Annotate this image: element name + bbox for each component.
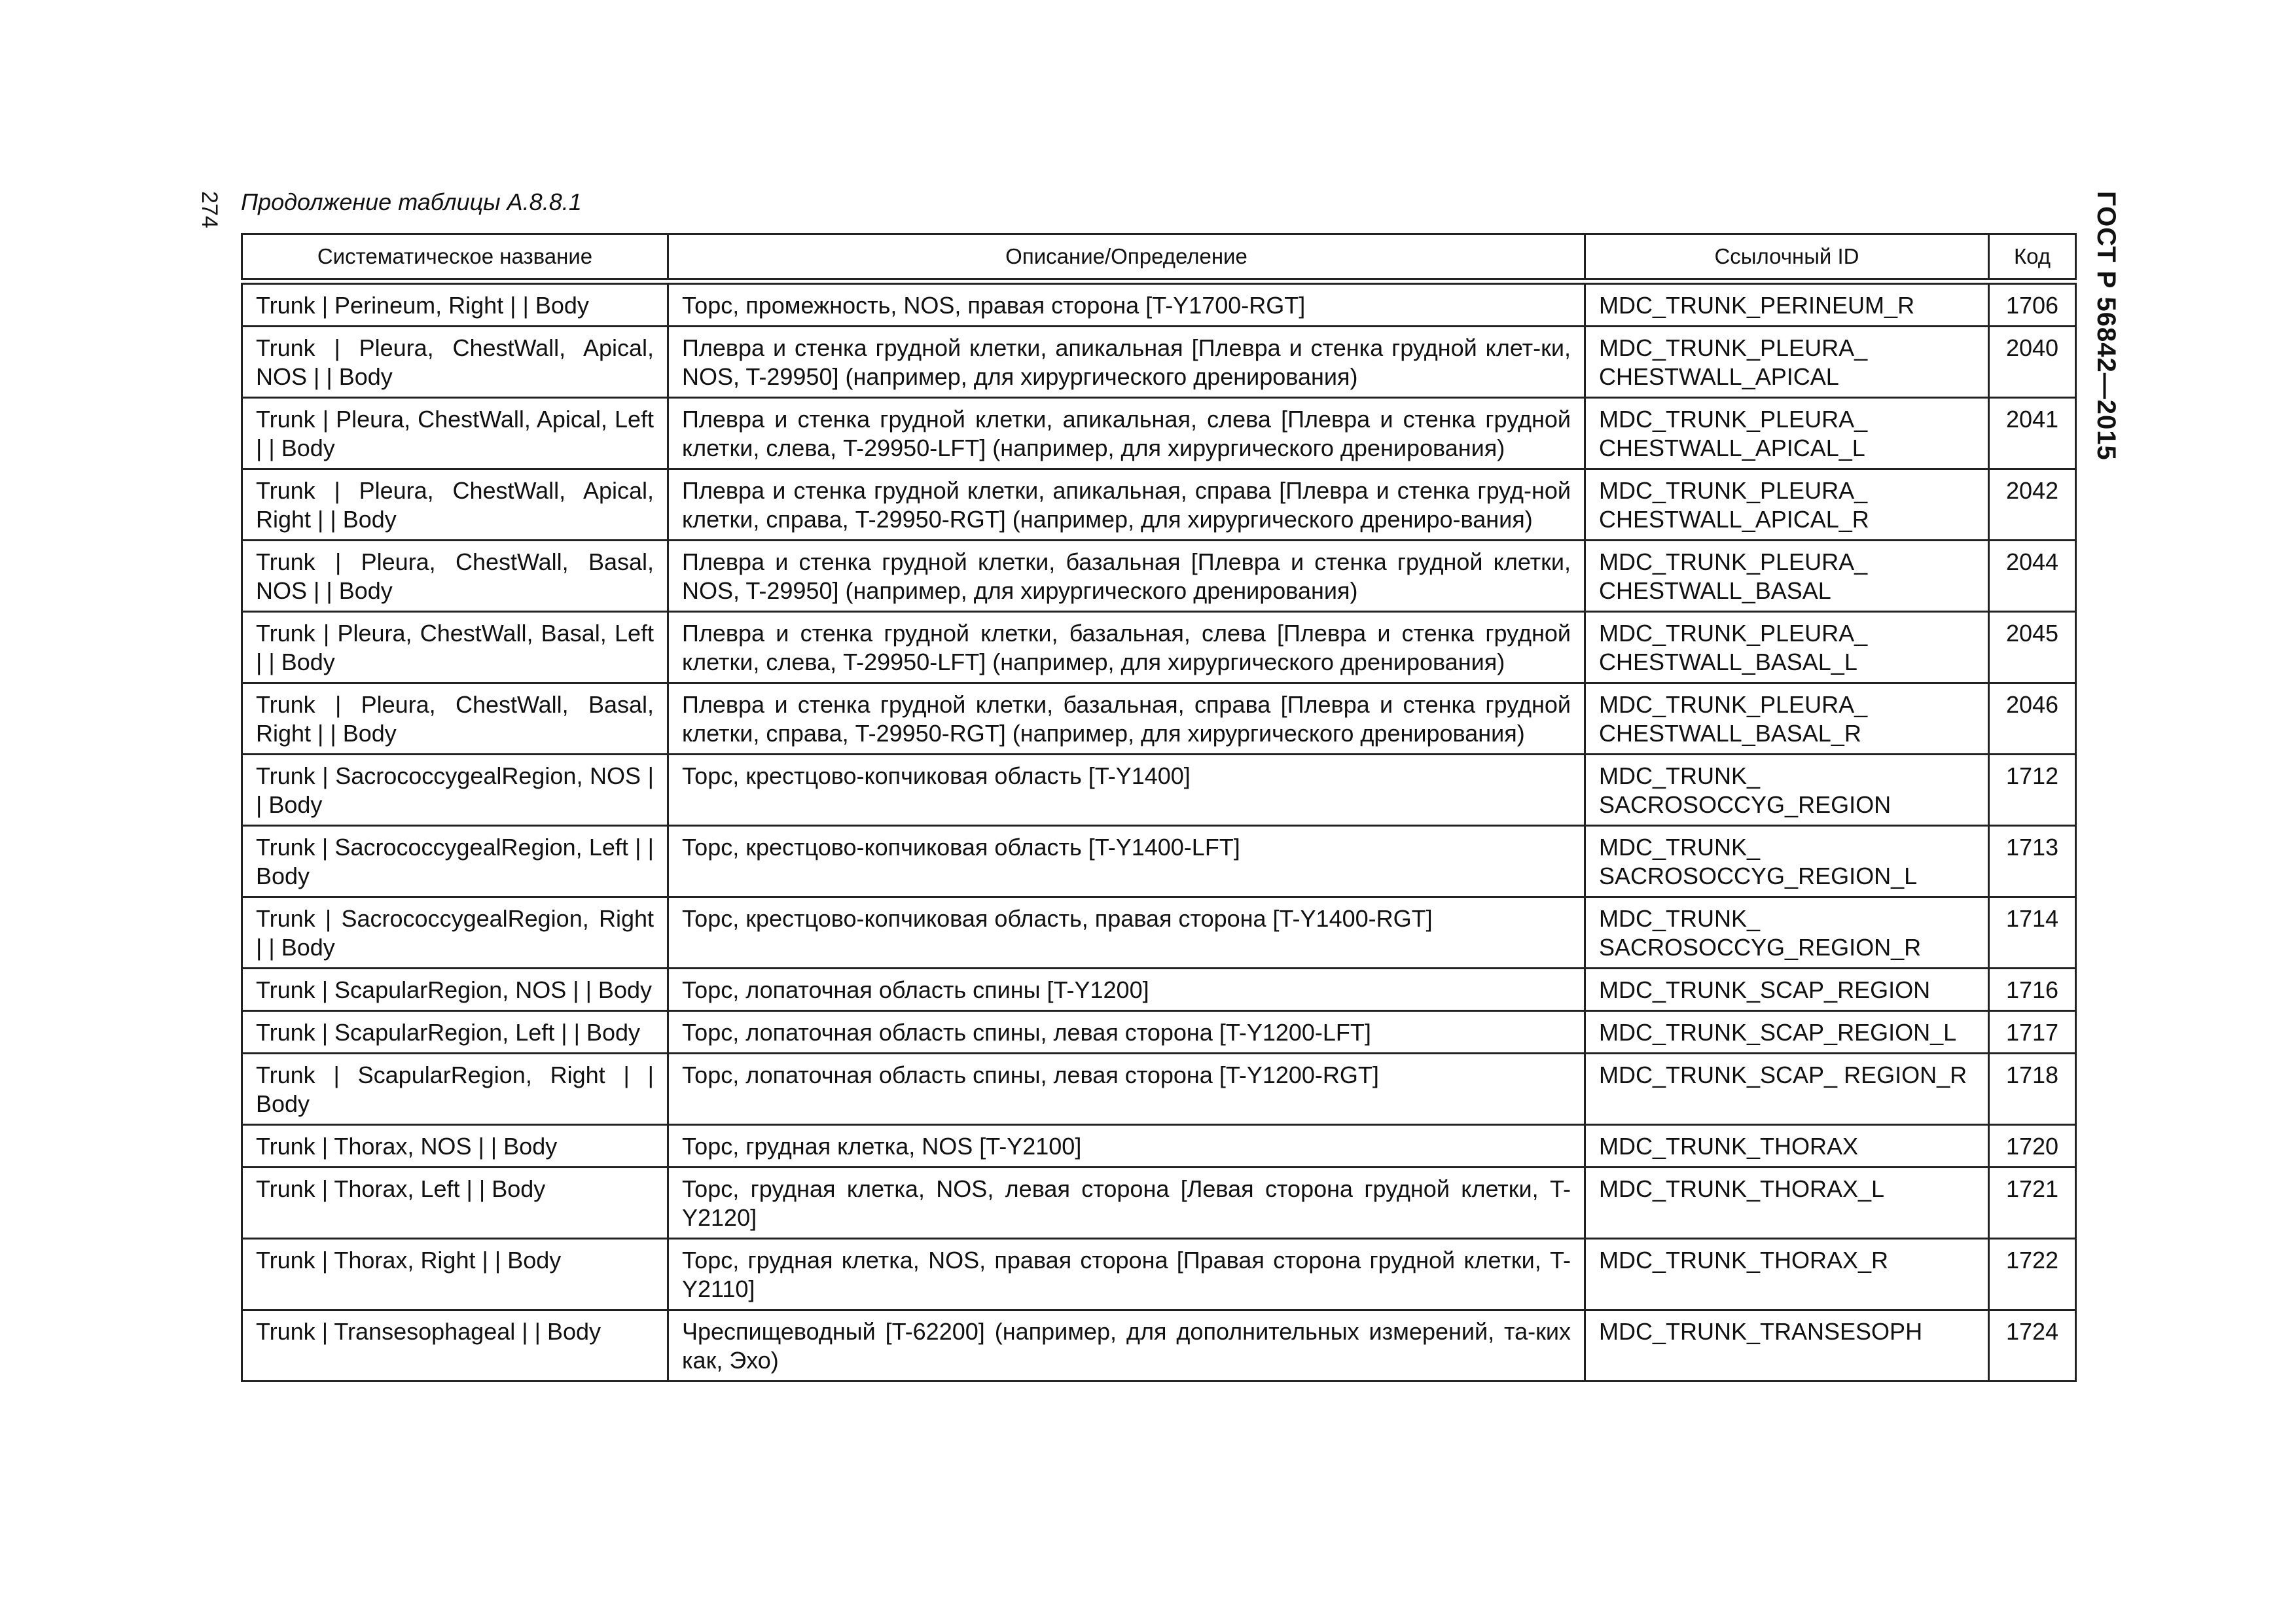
cell-code: 1716 <box>1989 969 2076 1011</box>
cell-systematic-name: Trunk | Pleura, ChestWall, Basal, Right | | Body <box>242 683 668 755</box>
cell-systematic-name: Trunk | Pleura, ChestWall, Basal, Left | | Body <box>242 612 668 683</box>
cell-systematic-name: Trunk | ScapularRegion, Left | | Body <box>242 1011 668 1054</box>
cell-description: Плевра и стенка грудной клетки, базальная, справа [Плевра и стенка грудной клетки, справа, T-29950-RGT] (например, для хирургического дренирования) <box>668 683 1585 755</box>
cell-systematic-name: Trunk | Pleura, ChestWall, Basal, NOS | | Body <box>242 541 668 612</box>
cell-description: Торс, грудная клетка, NOS, левая сторона [Левая сторона грудной клетки, T-Y2120] <box>668 1168 1585 1239</box>
table-body <box>242 281 2076 1382</box>
cell-reference-id: MDC_TRUNK_PERINEUM_R <box>1585 281 1989 327</box>
header-systematic-name: Систематическое название <box>242 234 668 282</box>
cell-description: Торс, крестцово-копчиковая область, правая сторона [T-Y1400-RGT] <box>668 897 1585 969</box>
cell-code: 1706 <box>1989 281 2076 327</box>
cell-systematic-name: Trunk | Pleura, ChestWall, Apical, NOS | | Body <box>242 327 668 398</box>
table-row <box>242 469 2076 541</box>
cell-description: Плевра и стенка грудной клетки, апикальная [Плевра и стенка грудной клет-ки, NOS, T-29950] (например, для хирургического дренирования) <box>668 327 1585 398</box>
header-code: Код <box>1989 234 2076 282</box>
cell-reference-id: MDC_TRUNK_PLEURA_ CHESTWALL_APICAL <box>1585 327 1989 398</box>
cell-code: 2040 <box>1989 327 2076 398</box>
table-caption: Продолжение таблицы А.8.8.1 <box>241 188 582 215</box>
cell-reference-id: MDC_TRUNK_PLEURA_ CHESTWALL_APICAL_R <box>1585 469 1989 541</box>
cell-description: Плевра и стенка грудной клетки, базальная, слева [Плевра и стенка грудной клетки, слева, T-29950-LFT] (например, для хирургического дренирования) <box>668 612 1585 683</box>
table-header <box>242 234 2076 282</box>
cell-description: Торс, крестцово-копчиковая область [T-Y1400] <box>668 755 1585 826</box>
cell-description: Торс, лопаточная область спины [T-Y1200] <box>668 969 1585 1011</box>
cell-code: 1718 <box>1989 1054 2076 1125</box>
table-row <box>242 1239 2076 1310</box>
cell-code: 1714 <box>1989 897 2076 969</box>
cell-description: Торс, грудная клетка, NOS, правая сторона [Правая сторона грудной клетки, T-Y2110] <box>668 1239 1585 1310</box>
cell-code: 2041 <box>1989 398 2076 469</box>
cell-description: Плевра и стенка грудной клетки, апикальная, справа [Плевра и стенка груд-ной клетки, справа, T-29950-RGT] (например, для хирургического дрениро-вания) <box>668 469 1585 541</box>
cell-reference-id: MDC_TRUNK_SCAP_REGION_L <box>1585 1011 1989 1054</box>
cell-reference-id: MDC_TRUNK_ SACROSOCCYG_REGION <box>1585 755 1989 826</box>
header-description: Описание/Определение <box>668 234 1585 282</box>
cell-reference-id: MDC_TRUNK_PLEURA_ CHESTWALL_BASAL_L <box>1585 612 1989 683</box>
table-row <box>242 327 2076 398</box>
table-row <box>242 969 2076 1011</box>
cell-systematic-name: Trunk | Transesophageal | | Body <box>242 1310 668 1382</box>
cell-systematic-name: Trunk | Pleura, ChestWall, Apical, Left | | Body <box>242 398 668 469</box>
table-row <box>242 1125 2076 1168</box>
table-row <box>242 612 2076 683</box>
table-row <box>242 398 2076 469</box>
cell-reference-id: MDC_TRUNK_PLEURA_ CHESTWALL_BASAL <box>1585 541 1989 612</box>
table-row <box>242 1011 2076 1054</box>
cell-systematic-name: Trunk | ScapularRegion, Right | | Body <box>242 1054 668 1125</box>
cell-description: Торс, лопаточная область спины, левая сторона [T-Y1200-LFT] <box>668 1011 1585 1054</box>
cell-reference-id: MDC_TRUNK_SCAP_ REGION_R <box>1585 1054 1989 1125</box>
cell-systematic-name: Trunk | Pleura, ChestWall, Apical, Right | | Body <box>242 469 668 541</box>
cell-code: 2046 <box>1989 683 2076 755</box>
cell-code: 1720 <box>1989 1125 2076 1168</box>
cell-reference-id: MDC_TRUNK_THORAX_L <box>1585 1168 1989 1239</box>
header-reference-id: Ссылочный ID <box>1585 234 1989 282</box>
cell-description: Торс, крестцово-копчиковая область [T-Y1400-LFT] <box>668 826 1585 897</box>
cell-code: 1717 <box>1989 1011 2076 1054</box>
cell-reference-id: MDC_TRUNK_ SACROSOCCYG_REGION_R <box>1585 897 1989 969</box>
cell-code: 1724 <box>1989 1310 2076 1382</box>
codes-table <box>241 233 2077 1382</box>
cell-code: 2044 <box>1989 541 2076 612</box>
cell-code: 1712 <box>1989 755 2076 826</box>
table-row <box>242 541 2076 612</box>
cell-reference-id: MDC_TRUNK_SCAP_REGION <box>1585 969 1989 1011</box>
table-row <box>242 826 2076 897</box>
cell-systematic-name: Trunk | Thorax, NOS | | Body <box>242 1125 668 1168</box>
cell-code: 1713 <box>1989 826 2076 897</box>
table-row <box>242 683 2076 755</box>
cell-reference-id: MDC_TRUNK_PLEURA_ CHESTWALL_BASAL_R <box>1585 683 1989 755</box>
table-row <box>242 1310 2076 1382</box>
cell-reference-id: MDC_TRUNK_THORAX <box>1585 1125 1989 1168</box>
cell-systematic-name: Trunk | ScapularRegion, NOS | | Body <box>242 969 668 1011</box>
cell-reference-id: MDC_TRUNK_THORAX_R <box>1585 1239 1989 1310</box>
table-row <box>242 897 2076 969</box>
cell-systematic-name: Trunk | Perineum, Right | | Body <box>242 281 668 327</box>
cell-systematic-name: Trunk | Thorax, Right | | Body <box>242 1239 668 1310</box>
cell-reference-id: MDC_TRUNK_TRANSESOPH <box>1585 1310 1989 1382</box>
cell-systematic-name: Trunk | SacrococcygealRegion, Right | | Body <box>242 897 668 969</box>
cell-description: Плевра и стенка грудной клетки, апикальная, слева [Плевра и стенка грудной клетки, слева, T-29950-LFT] (например, для хирургического дренирования) <box>668 398 1585 469</box>
cell-code: 1722 <box>1989 1239 2076 1310</box>
cell-systematic-name: Trunk | Thorax, Left | | Body <box>242 1168 668 1239</box>
standard-designation: ГОСТ Р 56842—2015 <box>2092 191 2121 461</box>
cell-code: 1721 <box>1989 1168 2076 1239</box>
cell-reference-id: MDC_TRUNK_PLEURA_ CHESTWALL_APICAL_L <box>1585 398 1989 469</box>
cell-code: 2042 <box>1989 469 2076 541</box>
table-row <box>242 281 2076 327</box>
cell-code: 2045 <box>1989 612 2076 683</box>
header-row <box>242 234 2076 282</box>
page-number: 274 <box>197 191 222 228</box>
table-row <box>242 755 2076 826</box>
cell-systematic-name: Trunk | SacrococcygealRegion, Left | | Body <box>242 826 668 897</box>
table-row <box>242 1054 2076 1125</box>
cell-reference-id: MDC_TRUNK_ SACROSOCCYG_REGION_L <box>1585 826 1989 897</box>
cell-description: Торс, лопаточная область спины, левая сторона [T-Y1200-RGT] <box>668 1054 1585 1125</box>
cell-description: Торс, грудная клетка, NOS [T-Y2100] <box>668 1125 1585 1168</box>
cell-description: Торс, промежность, NOS, правая сторона [T-Y1700-RGT] <box>668 281 1585 327</box>
table-row <box>242 1168 2076 1239</box>
cell-description: Плевра и стенка грудной клетки, базальная [Плевра и стенка грудной клетки, NOS, T-29950] (например, для хирургического дренирования) <box>668 541 1585 612</box>
cell-systematic-name: Trunk | SacrococcygealRegion, NOS | | Body <box>242 755 668 826</box>
cell-description: Чреспищеводный [T-62200] (например, для дополнительных измерений, та-ких как, Эхо) <box>668 1310 1585 1382</box>
